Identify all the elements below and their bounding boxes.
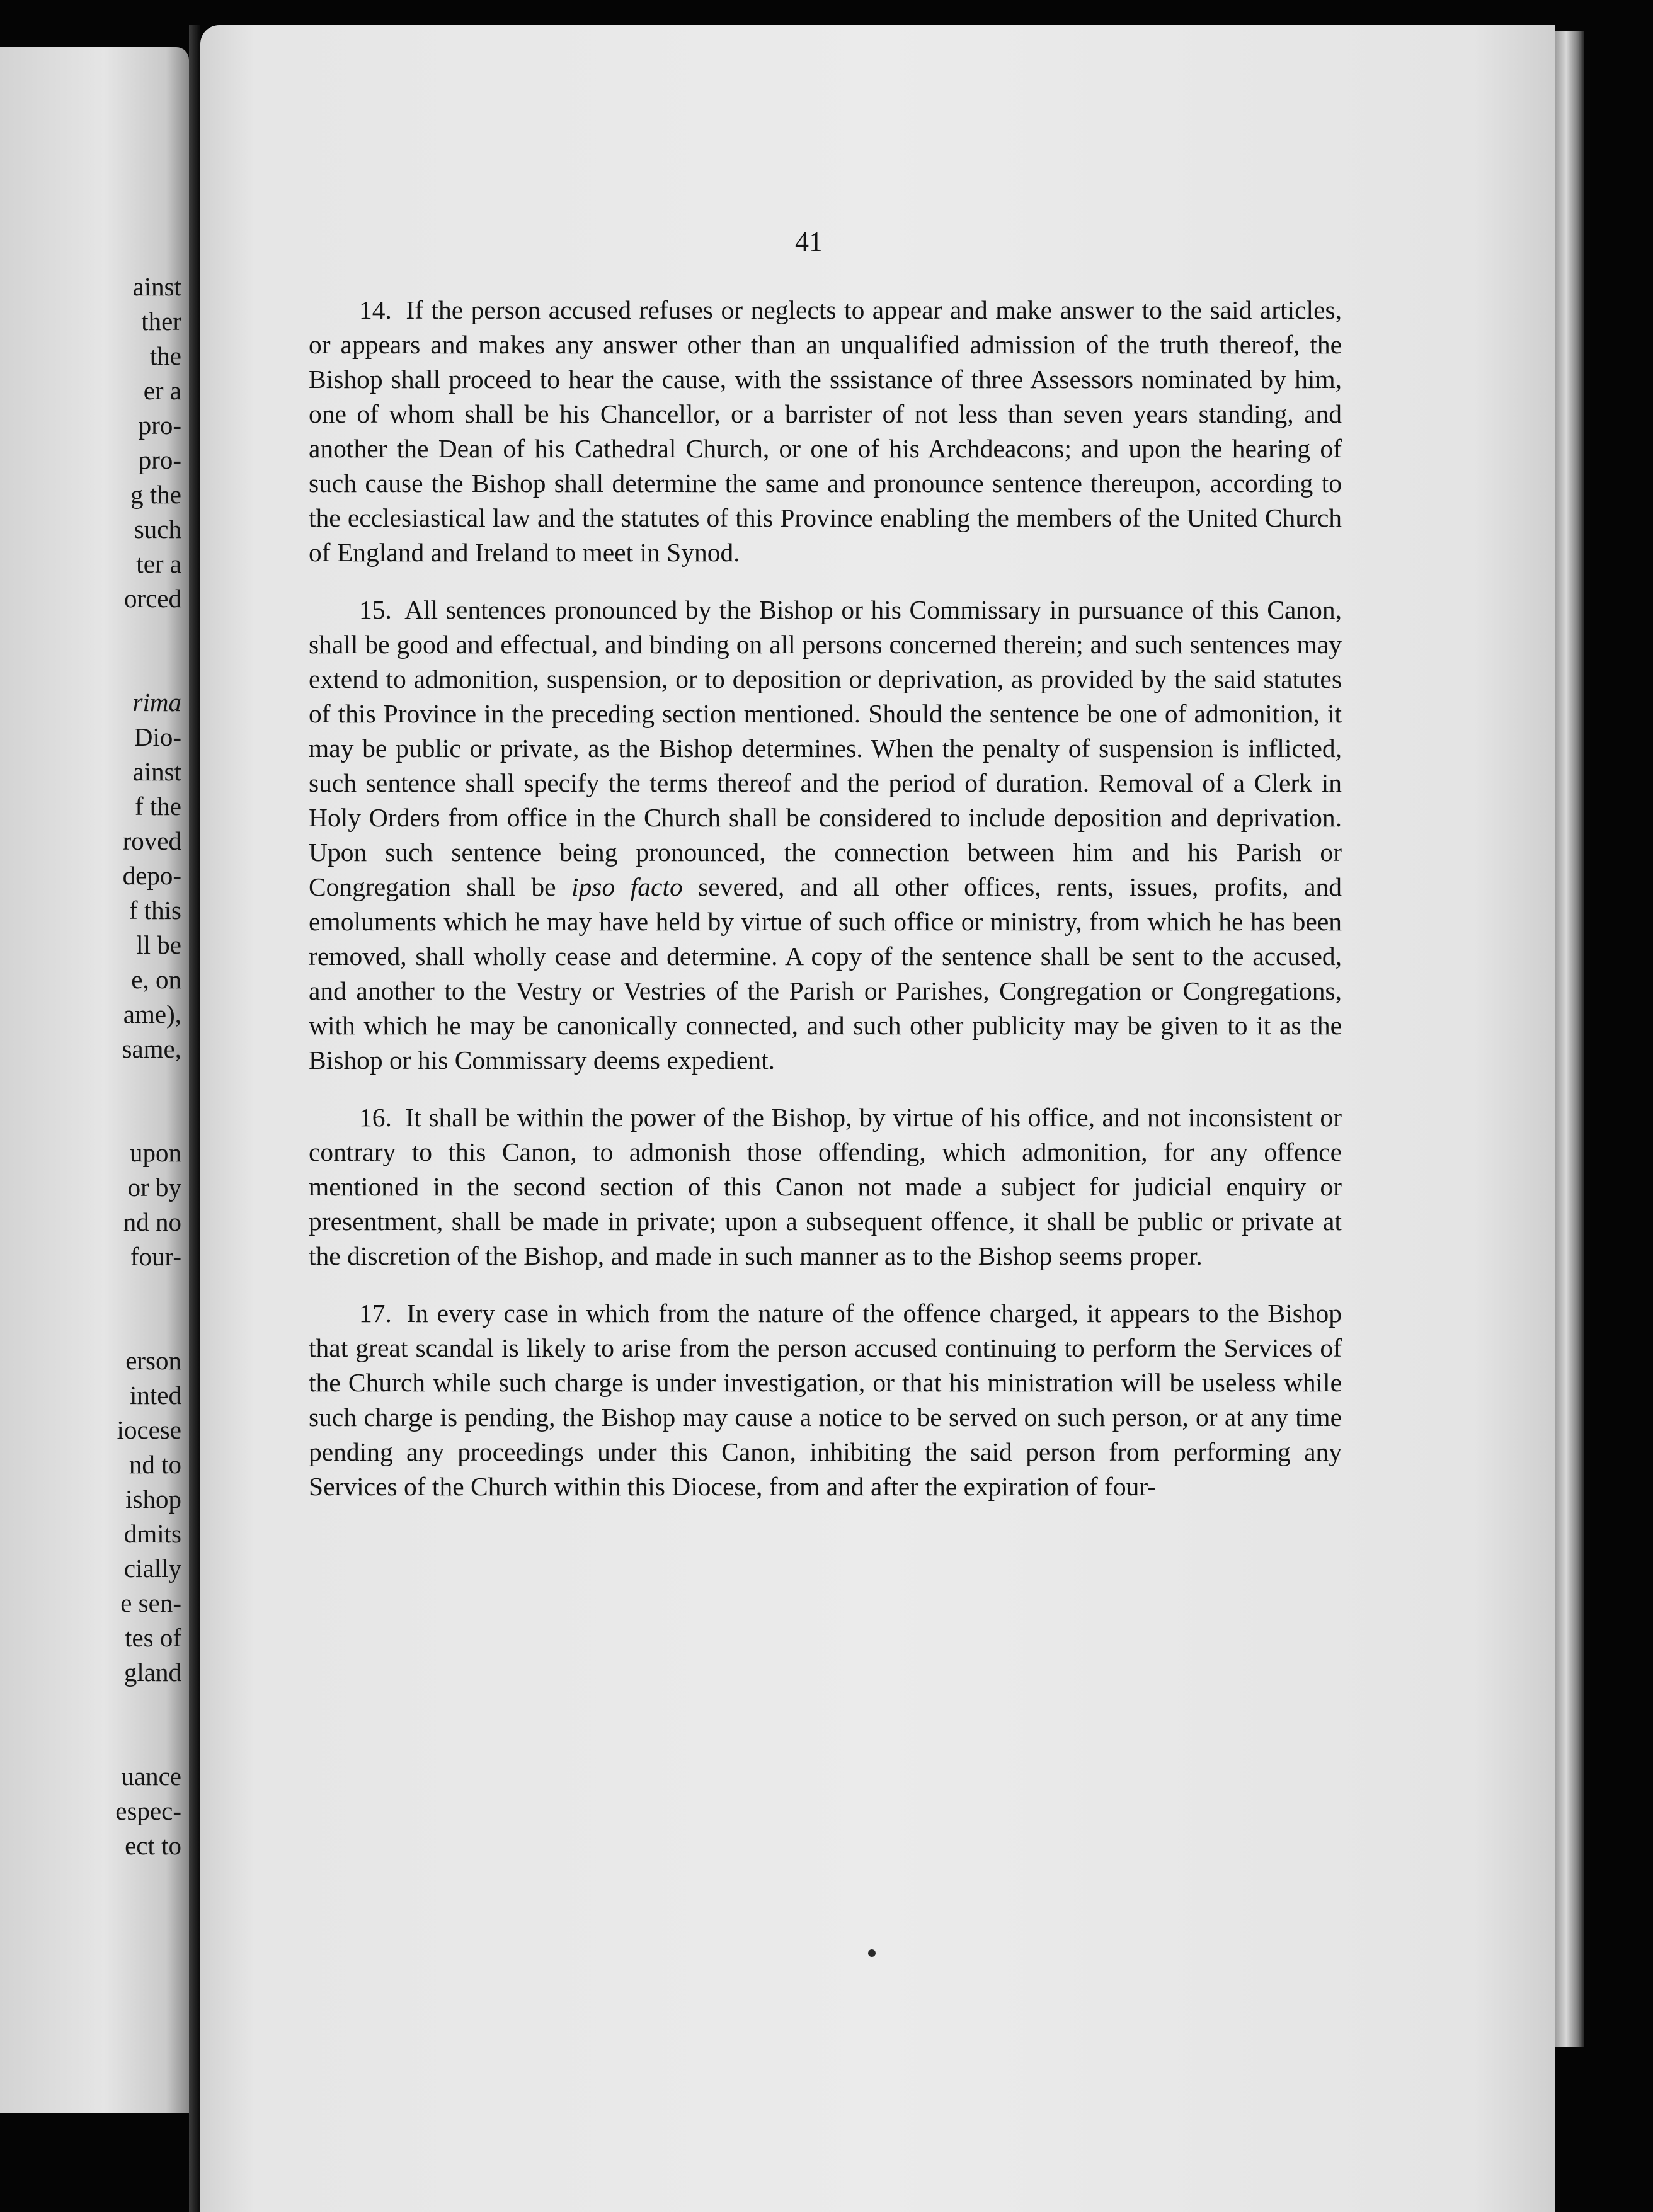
- left-page-fragment: ll be: [136, 930, 181, 959]
- section-text: It shall be within the power of the Bishop, by virtue of his office, and not inconsistent or contrary to this Canon, to admonish those offending, which admonition, for any offence mentioned in the second section of this Canon not made a subject for judicial enquiry or presentment, shall be made in private; upon a subsequent offence, it shall be public or private at the discretion of the Bishop, and made in such manner as to the Bishop seems proper.: [309, 1103, 1342, 1270]
- left-page-fragment: roved: [122, 826, 181, 855]
- left-page-fragment: ainst: [132, 272, 181, 301]
- section-text: In every case in which from the nature of the offence charged, it appears to the Bishop that great scandal is likely to arise from the person accused continuing to perform the Services of the Church while such charge is under investigation, or that his ministration will be useless while such charge is pending, the Bishop may cause a notice to be served on such person, or at any time pending any proceedings under this Canon, inhibiting the said person from performing any Services of the Church within this Diocese, from and after the expiration of four-: [309, 1299, 1342, 1501]
- left-page-fragment: the: [149, 341, 181, 370]
- left-page-fragment: erson: [125, 1346, 181, 1375]
- left-page-fragment: four-: [130, 1242, 181, 1271]
- left-page-fragment: orced: [123, 584, 181, 613]
- left-page-fragment: same,: [122, 1034, 181, 1063]
- section-text: severed, and all other offices, rents, issues, profits, and emoluments which he may have held by virtue of such office or ministry, from which he has been removed, shall wholly cease and determine. A copy of the sentence shall be sent to the accused, and another to the Vestry or Vestries of the Parish or Parishes, Congregation or Congregations, with which he may be canonically connected, and such other publicity may be given to it as the Bishop or his Commissary deems expedient.: [309, 872, 1342, 1075]
- left-page-fragment: f this: [129, 896, 181, 925]
- left-page-fragment: ame),: [123, 1000, 181, 1029]
- left-page-fragment: g the: [130, 480, 181, 509]
- section-17: [309, 1296, 1342, 1504]
- book-gutter: [189, 25, 200, 2212]
- section-text: All sentences pronounced by the Bishop or his Commissary in pursuance of this Canon, shall be good and effectual, and binding on all persons concerned therein; and such sentences may extend to admonition, suspension, or to deposition or deprivation, as provided by the said statutes of this Province in the preceding section mentioned. Should the sentence be one of admonition, it may be public or private, as the Bishop determines. When the penalty of suspension is inflicted, such sentence shall specify the terms thereof and the period of duration. Removal of a Clerk in Holy Orders from office in the Church shall be considered to include deposition and deprivation. Upon such sentence being pronounced, the connection between him and his Parish or Congregation shall be: [309, 595, 1342, 901]
- page-number: 41: [795, 226, 823, 257]
- section-15: [309, 593, 1342, 1078]
- left-page-fragment: cially: [123, 1554, 181, 1583]
- left-page-fragment: depo-: [122, 861, 181, 890]
- left-page-fragment: ter a: [136, 549, 181, 578]
- left-page-fragment: ainst: [132, 757, 181, 786]
- left-page-fragment: iocese: [117, 1415, 181, 1444]
- left-page-fragment: pro-: [138, 411, 181, 440]
- left-page: [0, 47, 189, 2113]
- left-page-fragment: ther: [141, 307, 181, 336]
- italic-phrase: ipso facto: [571, 872, 683, 901]
- left-page-fragment: f the: [135, 792, 181, 821]
- left-page-fragment: gland: [123, 1658, 181, 1687]
- page-edge: [1555, 31, 1584, 2047]
- left-page-fragment: Dio-: [134, 722, 181, 751]
- ink-speck: [868, 1949, 876, 1957]
- left-page-fragment: inted: [130, 1381, 181, 1410]
- left-page-fragment: pro-: [138, 445, 181, 474]
- left-page-fragment: e, on: [131, 965, 181, 994]
- left-page-fragment: tes of: [125, 1623, 181, 1652]
- left-page-fragment: nd to: [129, 1450, 181, 1479]
- section-number: 14.: [359, 295, 392, 324]
- left-page-fragment: such: [134, 515, 181, 544]
- section-number: 15.: [359, 595, 392, 624]
- left-page-fragment: ishop: [125, 1485, 181, 1514]
- section-number: 17.: [359, 1299, 392, 1328]
- left-page-fragment: uance: [121, 1762, 181, 1791]
- section-16: [309, 1100, 1342, 1274]
- left-page-fragment: or by: [127, 1173, 181, 1202]
- left-page-fragment: espec-: [115, 1796, 181, 1825]
- left-page-fragment: rima: [132, 688, 181, 717]
- left-page-fragment: ect to: [125, 1831, 181, 1860]
- left-page-fragment: dmits: [123, 1519, 181, 1548]
- left-page-fragment: e sen-: [120, 1588, 181, 1617]
- section-number: 16.: [359, 1103, 392, 1132]
- section-14: [309, 293, 1342, 570]
- left-page-fragment: er a: [143, 376, 181, 405]
- section-text: If the person accused refuses or neglects to appear and make answer to the said articles, or appears and makes any answer other than an unqualified admission of the truth thereof, the Bishop shall proceed to hear the cause, with the sssistance of three Assessors nominated by him, one of whom shall be his Chancellor, or a barrister of not less than seven years standing, and another the Dean of his Cathedral Church, or one of his Archdeacons; and upon the hearing of such cause the Bishop shall determine the same and pronounce sentence thereupon, according to the ecclesiastical law and the statutes of this Province enabling the members of the United Church of England and Ireland to meet in Synod.: [309, 295, 1342, 567]
- page-body: [309, 293, 1342, 1527]
- left-page-fragment: upon: [130, 1138, 181, 1167]
- left-page-fragment: nd no: [123, 1207, 181, 1236]
